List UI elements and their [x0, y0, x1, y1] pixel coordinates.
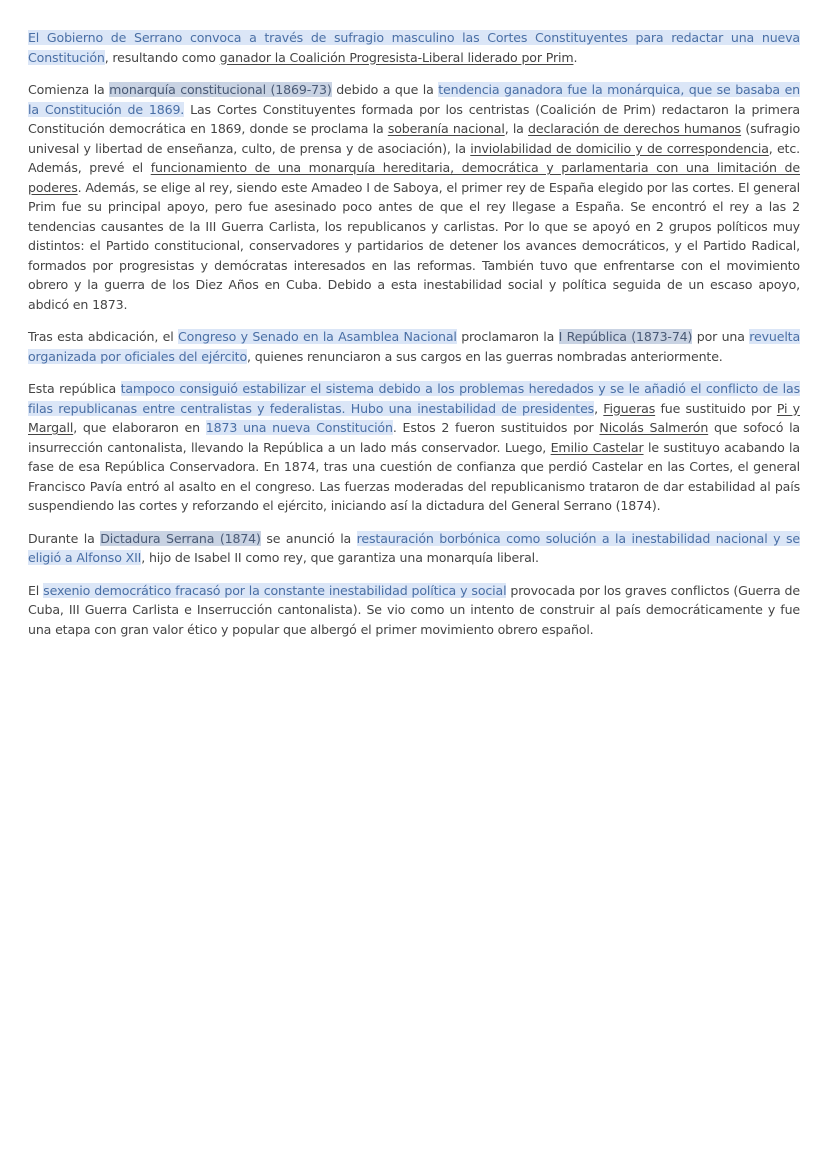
- text-run: I República (1873-74): [558, 329, 693, 344]
- text-run: por una: [692, 329, 750, 344]
- text-run: sexenio democrático fracasó por la constante inestabilidad política y social: [43, 582, 507, 598]
- text-run: Esta república: [28, 381, 121, 396]
- text-run: Pi y Margall: [28, 400, 800, 435]
- text-run: se anunció la: [260, 530, 357, 546]
- text-run: le sustituyo acabando la fase de esa República Conservadora. En 1874, tras una cuestión de confianza que perdió Castelar en las Cortes, el general Francisco Pavía entró al asalto en el congreso. Las fuerzas moderadas del republicanismo trataron de dar estabilidad al país suspendiendo las cortes y reforzando el ejército, iniciando así la dictadura del General Serrano (1874).: [28, 439, 800, 513]
- text-run: proclamaron la: [456, 329, 559, 344]
- paragraph-inestabilidad: [28, 379, 800, 516]
- paragraph-monarquia: [28, 80, 800, 314]
- text-run: , etc. Además, prevé el: [28, 140, 800, 175]
- text-run: El: [28, 582, 44, 598]
- text-run: , resultando como: [104, 49, 220, 65]
- text-run: Durante la: [28, 530, 101, 546]
- paragraph-republica: [28, 327, 800, 366]
- text-run: restauración borbónica como solución a la inestabilidad nacional y se eligió a Alfonso XII: [28, 530, 800, 565]
- text-run: fue sustituido por: [655, 400, 777, 416]
- text-run: revuelta organizada por oficiales del ejército: [28, 329, 801, 364]
- text-run: . Además, se elige al rey, siendo este Amadeo I de Saboya, el primer rey de España elegido por las cortes. El general Prim fue su principal apoyo, pero fue asesinado poco antes de que el rey llegase a España. Se encontró el rey a las 2 tendencias causantes de la III Guerra Carlista, los republicanos y carlistas. Por lo que se apoyó en 2 grupos políticos muy distintos: el Partido constitucional, conservadores y partidarios de detener los avances democráticos, y el Partido Radical, formados por progresistas y demócratas interesados en las reformas. También tuvo que enfrentarse con el movimiento obrero y la guerra de los Diez Años en Cuba. Debido a esta inestabilidad social y política seguida de un escaso apoyo, abdicó en 1873.: [28, 179, 800, 312]
- text-run: provocada por los graves conflictos (Guerra de Cuba, III Guerra Carlista e Inserrucción cantonalista). Se vio como un intento de construir al país democráticamente y fue una etapa con gran valor ético y popular que albergó el primer movimiento obrero español.: [28, 582, 801, 637]
- text-run: funcionamiento de una monarquía hereditaria, democrática y parlamentaria con una limitación de poderes: [28, 160, 800, 195]
- text-run: (sufragio univesal y libertad de enseñanza, culto, de prensa y de asociación), la: [28, 121, 800, 156]
- text-run: Figueras: [603, 400, 656, 416]
- text-run: El Gobierno de Serrano convoca a través de sufragio masculino las Cortes Constituyentes para redactar una nueva Constitución: [28, 30, 800, 65]
- text-run: que sofocó la insurrección cantonalista, llevando la República a un lado más conservador. Luego,: [28, 420, 801, 455]
- text-run: monarquía constitucional (1869-73): [109, 82, 332, 97]
- text-run: Nicolás Salmerón: [599, 420, 709, 435]
- text-run: inviolabilidad de domicilio y de correspondencia: [470, 140, 769, 156]
- text-run: Congreso y Senado en la Asamblea Nacional: [178, 329, 457, 344]
- text-run: tendencia ganadora fue la monárquica, que se basaba en la Constitución de 1869.: [28, 82, 800, 117]
- text-run: Emilio Castelar: [550, 439, 644, 455]
- text-run: , quienes renunciaron a sus cargos en las guerras nombradas anteriormente.: [247, 348, 723, 364]
- text-run: Dictadura Serrana (1874): [100, 530, 261, 546]
- text-run: , hijo de Isabel II como rey, que garantiza una monarquía liberal.: [141, 550, 539, 565]
- text-run: debido a que la: [331, 82, 439, 97]
- text-run: , la: [504, 121, 529, 136]
- text-run: Las Cortes Constituyentes formada por los centristas (Coalición de Prim) redactaron la primera Constitución democrática en 1869, donde se proclama la: [28, 101, 800, 136]
- text-run: , que elaboraron en: [73, 420, 206, 435]
- text-run: ganador la Coalición Progresista-Liberal liderado por Prim: [219, 49, 574, 65]
- text-run: soberanía nacional: [387, 121, 505, 136]
- text-run: tampoco consiguió estabilizar el sistema debido a los problemas heredados y se le añadió el conflicto de las filas republicanas entre centralistas y federalistas. Hubo una inestabilidad de presidentes: [28, 381, 800, 416]
- paragraph-conclusion: [28, 581, 800, 640]
- text-run: Tras esta abdicación, el: [28, 329, 178, 344]
- text-run: .: [573, 49, 578, 65]
- text-run: . Estos 2 fueron sustituidos por: [392, 420, 600, 435]
- text-run: Comienza la: [28, 82, 110, 97]
- text-run: declaración de derechos humanos: [528, 121, 742, 136]
- text-run: 1873 una nueva Constitución: [205, 420, 393, 435]
- text-run: ,: [594, 400, 604, 416]
- paragraph-dictadura: [28, 529, 800, 568]
- paragraph-elecciones: [28, 28, 800, 67]
- document-body: [28, 28, 800, 652]
